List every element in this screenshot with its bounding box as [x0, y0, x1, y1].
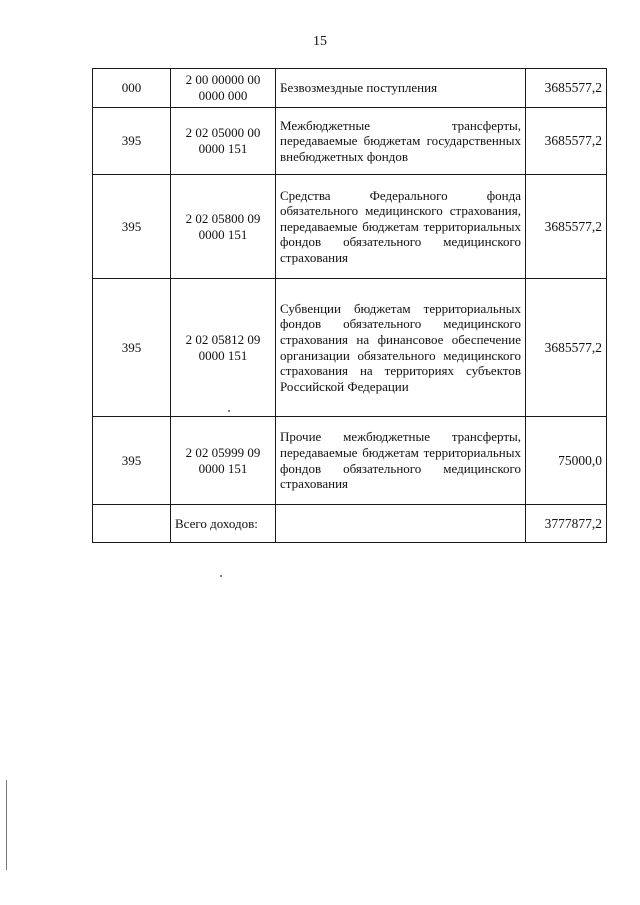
classification-code-cell: 2 02 05812 09 0000 151 — [171, 279, 276, 417]
table-row — [93, 279, 607, 417]
amount-cell: 3685577,2 — [526, 108, 607, 175]
total-label-cell: Всего доходов: — [171, 505, 276, 543]
empty-cell — [93, 505, 171, 543]
admin-code-cell: 395 — [93, 175, 171, 279]
page-number: 15 — [313, 34, 327, 49]
description-cell: Средства Федерального фонда обязательного медицинского страхования, передаваемые бюджетам территориальных фондов обязательного медицинского страхования — [276, 175, 526, 279]
table-row — [93, 175, 607, 279]
amount-cell: 75000,0 — [526, 417, 607, 505]
table-row — [93, 417, 607, 505]
table-row — [93, 108, 607, 175]
description-cell: Прочие межбюджетные трансферты, передаваемые бюджетам территориальных фондов обязательного медицинского страхования — [276, 417, 526, 505]
revenue-table — [92, 68, 607, 543]
amount-cell: 3685577,2 — [526, 279, 607, 417]
description-cell: Безвозмездные поступления — [276, 69, 526, 108]
description-cell: Субвенции бюджетам территориальных фондов обязательного медицинского страхования на финансовое обеспечение организации обязательного медицинского страхования на территориях субъектов Российской Федерации — [276, 279, 526, 417]
description-cell: Межбюджетные трансферты, передаваемые бюджетам государственных внебюджетных фондов — [276, 108, 526, 175]
admin-code-cell: 395 — [93, 417, 171, 505]
scan-speck — [228, 410, 230, 412]
admin-code-cell: 395 — [93, 108, 171, 175]
empty-cell — [276, 505, 526, 543]
total-amount-cell: 3777877,2 — [526, 505, 607, 543]
scan-speck — [220, 575, 222, 577]
admin-code-cell: 395 — [93, 279, 171, 417]
amount-cell: 3685577,2 — [526, 175, 607, 279]
total-row — [93, 505, 607, 543]
table-row — [93, 69, 607, 108]
amount-cell: 3685577,2 — [526, 69, 607, 108]
admin-code-cell: 000 — [93, 69, 171, 108]
classification-code-cell: 2 00 00000 00 0000 000 — [171, 69, 276, 108]
scan-edge-mark — [6, 780, 7, 870]
classification-code-cell: 2 02 05800 09 0000 151 — [171, 175, 276, 279]
classification-code-cell: 2 02 05999 09 0000 151 — [171, 417, 276, 505]
classification-code-cell: 2 02 05000 00 0000 151 — [171, 108, 276, 175]
